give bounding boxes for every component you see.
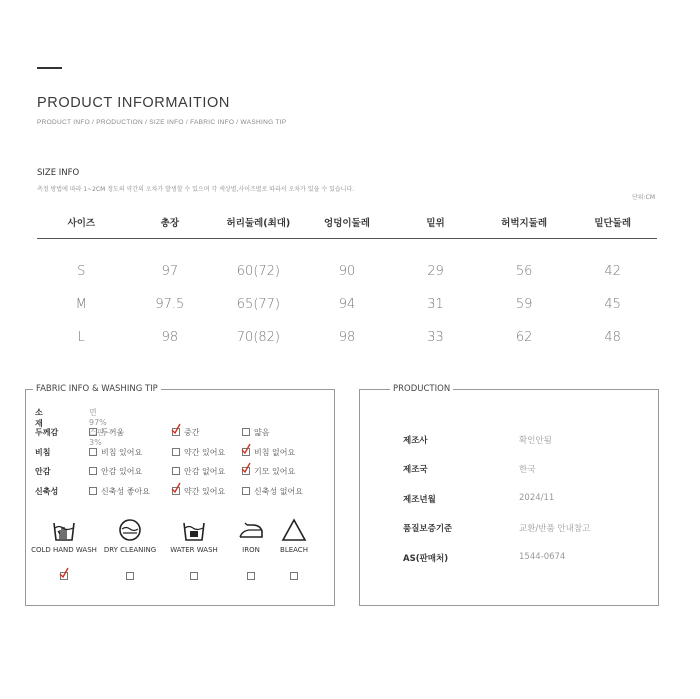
fabric-row xyxy=(35,447,325,461)
checkbox[interactable] xyxy=(172,448,180,456)
size-cell: L xyxy=(77,330,85,345)
size-cell: 60(72) xyxy=(236,264,281,279)
size-cell: 98 xyxy=(161,330,179,345)
fabric-option[interactable] xyxy=(89,486,150,497)
fabric-option[interactable] xyxy=(242,486,303,497)
washing-checkbox[interactable] xyxy=(247,572,255,580)
size-cell: 94 xyxy=(338,297,356,312)
production-key: 품질보증기준 xyxy=(403,524,453,534)
table-row xyxy=(37,288,657,321)
fabric-option-label: 기모 있어요 xyxy=(254,467,296,476)
page-title: PRODUCT INFORMAITION xyxy=(37,95,230,111)
size-cell: 65(77) xyxy=(236,297,281,312)
size-cell: 45 xyxy=(604,297,621,312)
production-key: 제조사 xyxy=(403,436,428,446)
fabric-option-label: 두꺼움 xyxy=(101,428,125,437)
production-value: 한국 xyxy=(519,465,536,475)
size-cell: 97 xyxy=(161,264,179,279)
fabric-row xyxy=(35,427,325,441)
production-key: 제조년월 xyxy=(403,495,436,505)
production-key: 제조국 xyxy=(403,465,428,475)
fabric-option[interactable] xyxy=(172,486,225,497)
size-header-cell: 허벅지둘레 xyxy=(480,206,569,239)
fabric-option-label: 약간 있어요 xyxy=(184,448,226,457)
fabric-option[interactable] xyxy=(242,447,295,458)
checkbox[interactable] xyxy=(242,428,250,436)
fabric-option[interactable] xyxy=(89,466,142,477)
unit-label: 단위:CM xyxy=(632,194,655,201)
washing-label: WATER WASH xyxy=(170,546,218,554)
size-cell: 90 xyxy=(338,264,356,279)
size-cell: 98 xyxy=(338,330,356,345)
fabric-option-label: 비침 있어요 xyxy=(101,448,143,457)
size-header-cell: 밑위 xyxy=(391,206,480,239)
fabric-row xyxy=(35,486,325,500)
fabric-row-label: 두께감 xyxy=(35,428,59,437)
size-cell: 59 xyxy=(515,297,533,312)
checkbox[interactable] xyxy=(89,448,97,456)
production-value: 확인안됨 xyxy=(519,436,552,446)
checked-checkbox[interactable] xyxy=(242,448,250,456)
fabric-row xyxy=(35,466,325,480)
size-cell: 62 xyxy=(515,330,533,345)
checked-checkbox[interactable] xyxy=(172,487,180,495)
checkbox[interactable] xyxy=(89,487,97,495)
fabric-info-box xyxy=(25,384,335,606)
production-title: PRODUCTION xyxy=(390,384,453,394)
size-header-cell: 허리둘레(최대) xyxy=(214,206,303,239)
production-row xyxy=(403,552,643,564)
production-row xyxy=(403,522,643,534)
material-value: 면97% 스판3% xyxy=(89,408,107,447)
washing-checkbox-checked[interactable] xyxy=(60,572,68,580)
size-header-cell: 사이즈 xyxy=(37,206,126,239)
production-row xyxy=(403,463,643,475)
size-cell: S xyxy=(77,264,86,279)
checked-checkbox[interactable] xyxy=(172,428,180,436)
accent-line xyxy=(37,67,62,69)
material-label: 소재 xyxy=(35,408,43,428)
size-cell: 33 xyxy=(427,330,444,345)
size-cell: 31 xyxy=(427,297,444,312)
fabric-option[interactable] xyxy=(172,447,225,458)
size-cell: 48 xyxy=(604,330,621,345)
fabric-option[interactable] xyxy=(242,466,295,477)
size-cell: 97.5 xyxy=(155,297,185,312)
checked-checkbox[interactable] xyxy=(242,467,250,475)
washing-checkbox[interactable] xyxy=(126,572,134,580)
fabric-option[interactable] xyxy=(172,466,225,477)
fabric-row-label: 안감 xyxy=(35,467,51,476)
size-cell: 56 xyxy=(515,264,533,279)
fabric-option-label: 중간 xyxy=(184,428,200,437)
washing-item xyxy=(254,518,334,554)
fabric-info-title: FABRIC INFO & WASHING TIP xyxy=(33,384,161,394)
production-box xyxy=(359,384,659,606)
size-header-cell: 총장 xyxy=(126,206,215,239)
size-header-cell: 밑단둘레 xyxy=(568,206,657,239)
fabric-row-label: 비침 xyxy=(35,448,51,457)
fabric-option-label: 안감 없어요 xyxy=(184,467,226,476)
production-key: AS(판매처) xyxy=(403,554,449,564)
production-row xyxy=(403,493,643,505)
checkbox[interactable] xyxy=(89,428,97,436)
fabric-option-label: 안감 있어요 xyxy=(101,467,143,476)
washing-label: IRON xyxy=(242,546,260,554)
production-value: 2024/11 xyxy=(519,493,555,503)
checkbox[interactable] xyxy=(172,467,180,475)
size-cell: 42 xyxy=(604,264,621,279)
size-cell: M xyxy=(75,297,87,312)
fabric-option-label: 비침 없어요 xyxy=(254,448,296,457)
fabric-option-label: 얇음 xyxy=(254,428,270,437)
checkbox[interactable] xyxy=(242,487,250,495)
size-table xyxy=(37,206,657,354)
table-row xyxy=(37,321,657,354)
fabric-option-label: 약간 있어요 xyxy=(184,487,226,496)
breadcrumb: PRODUCT INFO / PRODUCTION / SIZE INFO / FABRIC INFO / WASHING TIP xyxy=(37,119,287,126)
size-cell: 70(82) xyxy=(236,330,281,345)
fabric-option[interactable] xyxy=(89,427,124,438)
bleach-icon xyxy=(254,518,334,542)
production-row xyxy=(403,434,643,446)
washing-checkbox[interactable] xyxy=(290,572,298,580)
size-cell: 29 xyxy=(427,264,444,279)
table-row xyxy=(37,239,657,289)
size-info-note: 측정 방법에 따라 1~2CM 정도의 약간의 오차가 발생할 수 있으며 각 색상별,사이즈별로 따라서 오차가 있을 수 있습니다. xyxy=(37,186,355,193)
production-value: 1544-0674 xyxy=(519,552,566,562)
fabric-option-label: 신축성 좋아요 xyxy=(101,487,150,496)
size-info-title: SIZE INFO xyxy=(37,168,80,178)
fabric-option[interactable] xyxy=(172,427,199,438)
size-header-cell: 엉덩이둘레 xyxy=(303,206,392,239)
checkbox[interactable] xyxy=(89,467,97,475)
production-value: 교환/반품 안내참고 xyxy=(519,524,591,534)
fabric-option[interactable] xyxy=(89,447,142,458)
washing-label: DRY CLEANING xyxy=(103,546,157,554)
fabric-row-label: 신축성 xyxy=(35,487,59,496)
washing-label: BLEACH xyxy=(280,546,308,554)
fabric-option[interactable] xyxy=(242,427,269,438)
washing-label: COLD HAND WASH xyxy=(31,546,97,554)
fabric-option-label: 신축성 없어요 xyxy=(254,487,303,496)
washing-checkbox[interactable] xyxy=(190,572,198,580)
